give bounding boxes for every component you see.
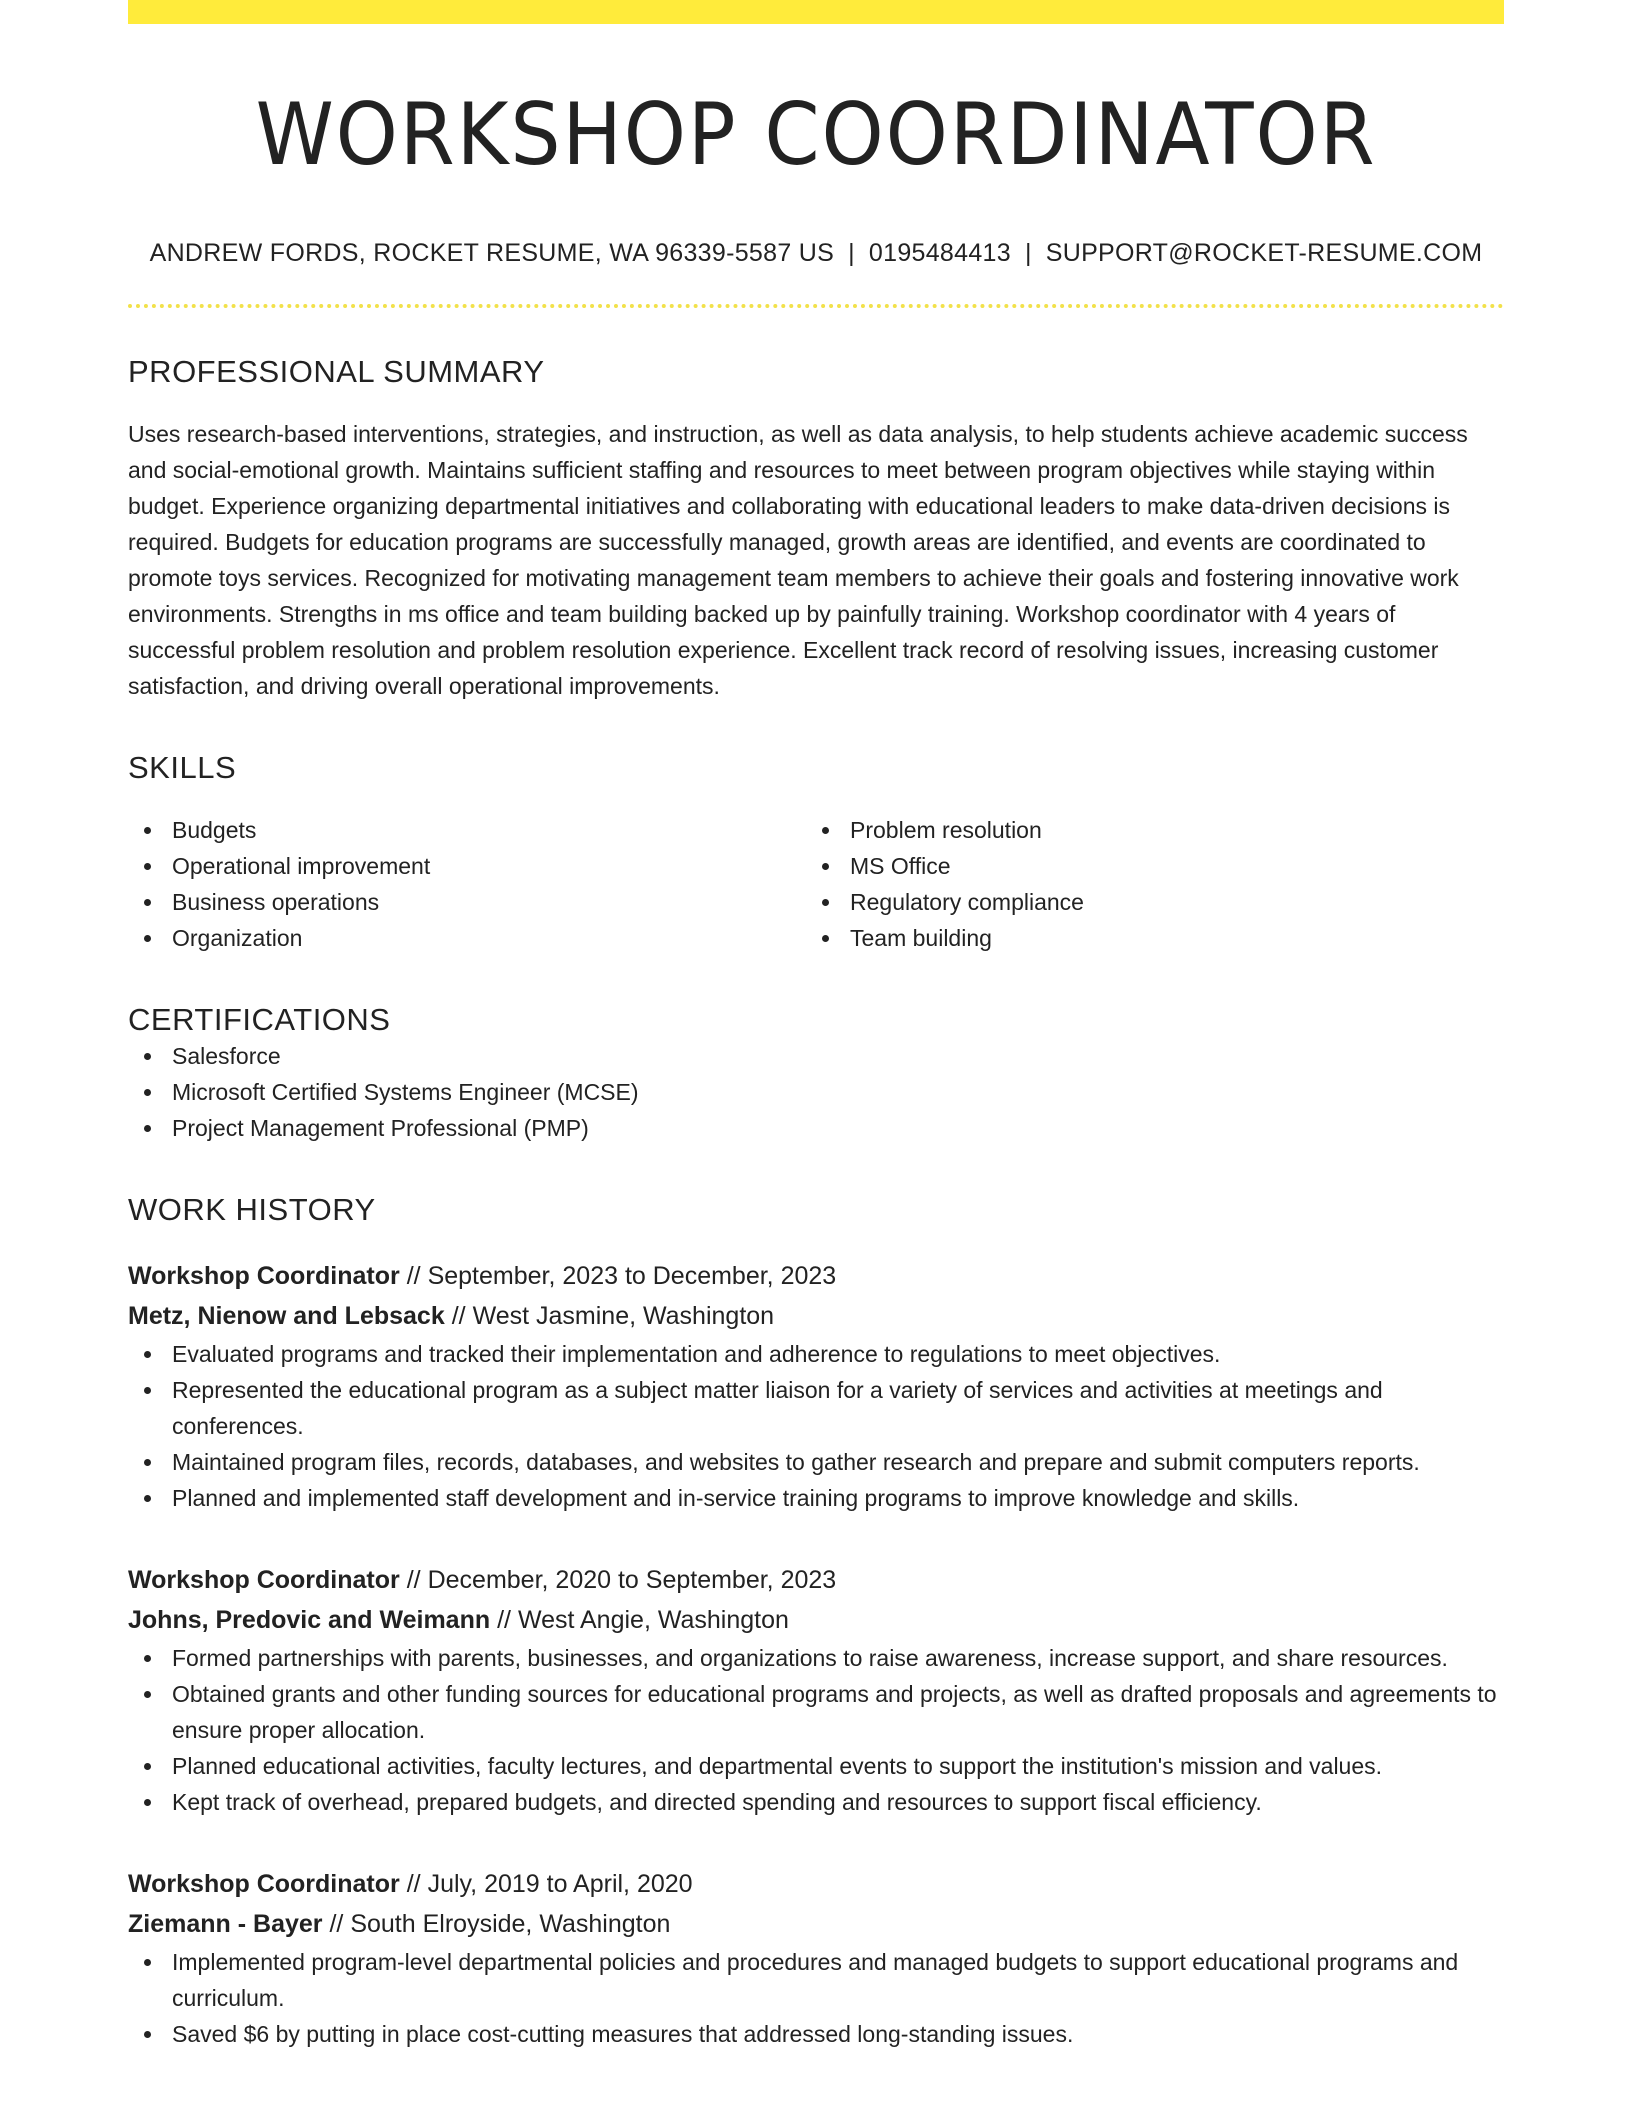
job-title: Workshop Coordinator (128, 1870, 400, 1899)
job-bullet: Obtained grants and other funding sources for educational programs and projects, as well as drafted proposals and agreements to ensure proper allocation. (172, 1676, 1504, 1748)
job-entry (128, 1560, 1504, 1820)
job-title-line (128, 1256, 1504, 1296)
contact-line (128, 239, 1504, 268)
section-heading-summary: PROFESSIONAL SUMMARY (128, 354, 545, 390)
job-separator: // (451, 1302, 466, 1331)
section-heading-certifications: CERTIFICATIONS (128, 1002, 391, 1038)
job-bullet: Represented the educational program as a subject matter liaison for a variety of services and activities at meetings and conferences. (172, 1372, 1504, 1444)
skills-grid (128, 812, 1504, 956)
job-separator: // (406, 1870, 421, 1899)
skills-list-right (806, 812, 1484, 956)
job-title-line (128, 1560, 1504, 1600)
contact-phone: 0195484413 (868, 239, 1011, 268)
skill-item: Business operations (172, 884, 806, 920)
job-bullet: Saved $6 by putting in place cost-cutting measures that addressed long-standing issues. (172, 2016, 1504, 2052)
job-location: West Jasmine, Washington (472, 1302, 775, 1331)
job-company-line (128, 1600, 1504, 1640)
certifications-list (128, 1038, 1504, 1146)
contact-email: SUPPORT@ROCKET-RESUME.COM (1045, 239, 1483, 268)
job-company: Ziemann - Bayer (128, 1910, 323, 1939)
job-separator: // (406, 1262, 421, 1291)
job-bullet-list (128, 1640, 1504, 1820)
skill-item: Organization (172, 920, 806, 956)
skills-column-right (806, 812, 1484, 956)
skills-list-left (128, 812, 806, 956)
job-bullet: Planned and implemented staff development and in-service training programs to improve knowledge and skills. (172, 1480, 1504, 1516)
job-bullet: Planned educational activities, faculty lectures, and departmental events to support the institution's mission and values. (172, 1748, 1504, 1784)
job-separator: // (329, 1910, 344, 1939)
job-separator: // (497, 1606, 511, 1635)
job-company-line (128, 1904, 1504, 1944)
skill-item: MS Office (850, 848, 1484, 884)
section-heading-skills: SKILLS (128, 750, 237, 786)
certification-item: Salesforce (172, 1038, 1504, 1074)
dotted-divider (128, 304, 1504, 308)
summary-paragraph: Uses research-based interventions, strategies, and instruction, as well as data analysis, to help students achieve academic success and social-emotional growth. Maintains sufficient staffing and resources to meet between program objectives while staying within budget. Experience organizing departmental initiatives and collaborating with educational leaders to make data-driven decisions is required. Budgets for education programs are successfully managed, growth areas are identified, and events are coordinated to promote toys services. Recognized for motivating management team members to achieve their goals and fostering innovative work environments. Strengths in ms office and team building backed up by painfully training. Workshop coordinator with 4 years of successful problem resolution and problem resolution experience. Excellent track record of resolving issues, increasing customer satisfaction, and driving overall operational improvements. (128, 421, 1468, 700)
job-bullet: Maintained program files, records, databases, and websites to gather research and prepare and submit computers reports. (172, 1444, 1504, 1480)
job-separator: // (406, 1566, 421, 1595)
section-heading-work-history: WORK HISTORY (128, 1192, 376, 1228)
job-dates: December, 2020 to September, 2023 (427, 1566, 837, 1595)
skill-item: Budgets (172, 812, 806, 848)
job-dates: September, 2023 to December, 2023 (427, 1262, 837, 1291)
job-bullet-list (128, 1336, 1504, 1516)
contact-separator: | (848, 239, 855, 268)
job-location: South Elroyside, Washington (350, 1910, 671, 1939)
skill-item: Regulatory compliance (850, 884, 1484, 920)
job-company-line (128, 1296, 1504, 1336)
job-entry (128, 1864, 1504, 2052)
accent-top-bar (128, 0, 1504, 24)
contact-separator: | (1024, 239, 1032, 268)
job-dates: July, 2019 to April, 2020 (427, 1870, 693, 1899)
job-location: West Angie, Washington (517, 1606, 789, 1635)
resume-title: WORKSHOP COORDINATOR (255, 85, 1377, 185)
skill-item: Team building (850, 920, 1484, 956)
job-bullet: Implemented program-level departmental policies and procedures and managed budgets to support educational programs and curriculum. (172, 1944, 1504, 2016)
resume-page (128, 0, 1504, 2052)
certification-item: Project Management Professional (PMP) (172, 1110, 1504, 1146)
job-title: Workshop Coordinator (128, 1262, 400, 1291)
job-title: Workshop Coordinator (128, 1566, 400, 1595)
job-company: Metz, Nienow and Lebsack (128, 1302, 445, 1331)
contact-address: ANDREW FORDS, ROCKET RESUME, WA 96339-5587 US (149, 239, 835, 268)
certification-item: Microsoft Certified Systems Engineer (MCSE) (172, 1074, 1504, 1110)
skills-column-left (128, 812, 806, 956)
job-bullet: Kept track of overhead, prepared budgets, and directed spending and resources to support fiscal efficiency. (172, 1784, 1504, 1820)
job-bullet: Formed partnerships with parents, businesses, and organizations to raise awareness, increase support, and share resources. (172, 1640, 1504, 1676)
job-entry (128, 1256, 1504, 1516)
job-bullet-list (128, 1944, 1504, 2052)
skill-item: Problem resolution (850, 812, 1484, 848)
job-bullet: Evaluated programs and tracked their implementation and adherence to regulations to meet objectives. (172, 1336, 1504, 1372)
skill-item: Operational improvement (172, 848, 806, 884)
job-company: Johns, Predovic and Weimann (128, 1606, 491, 1635)
job-title-line (128, 1864, 1504, 1904)
